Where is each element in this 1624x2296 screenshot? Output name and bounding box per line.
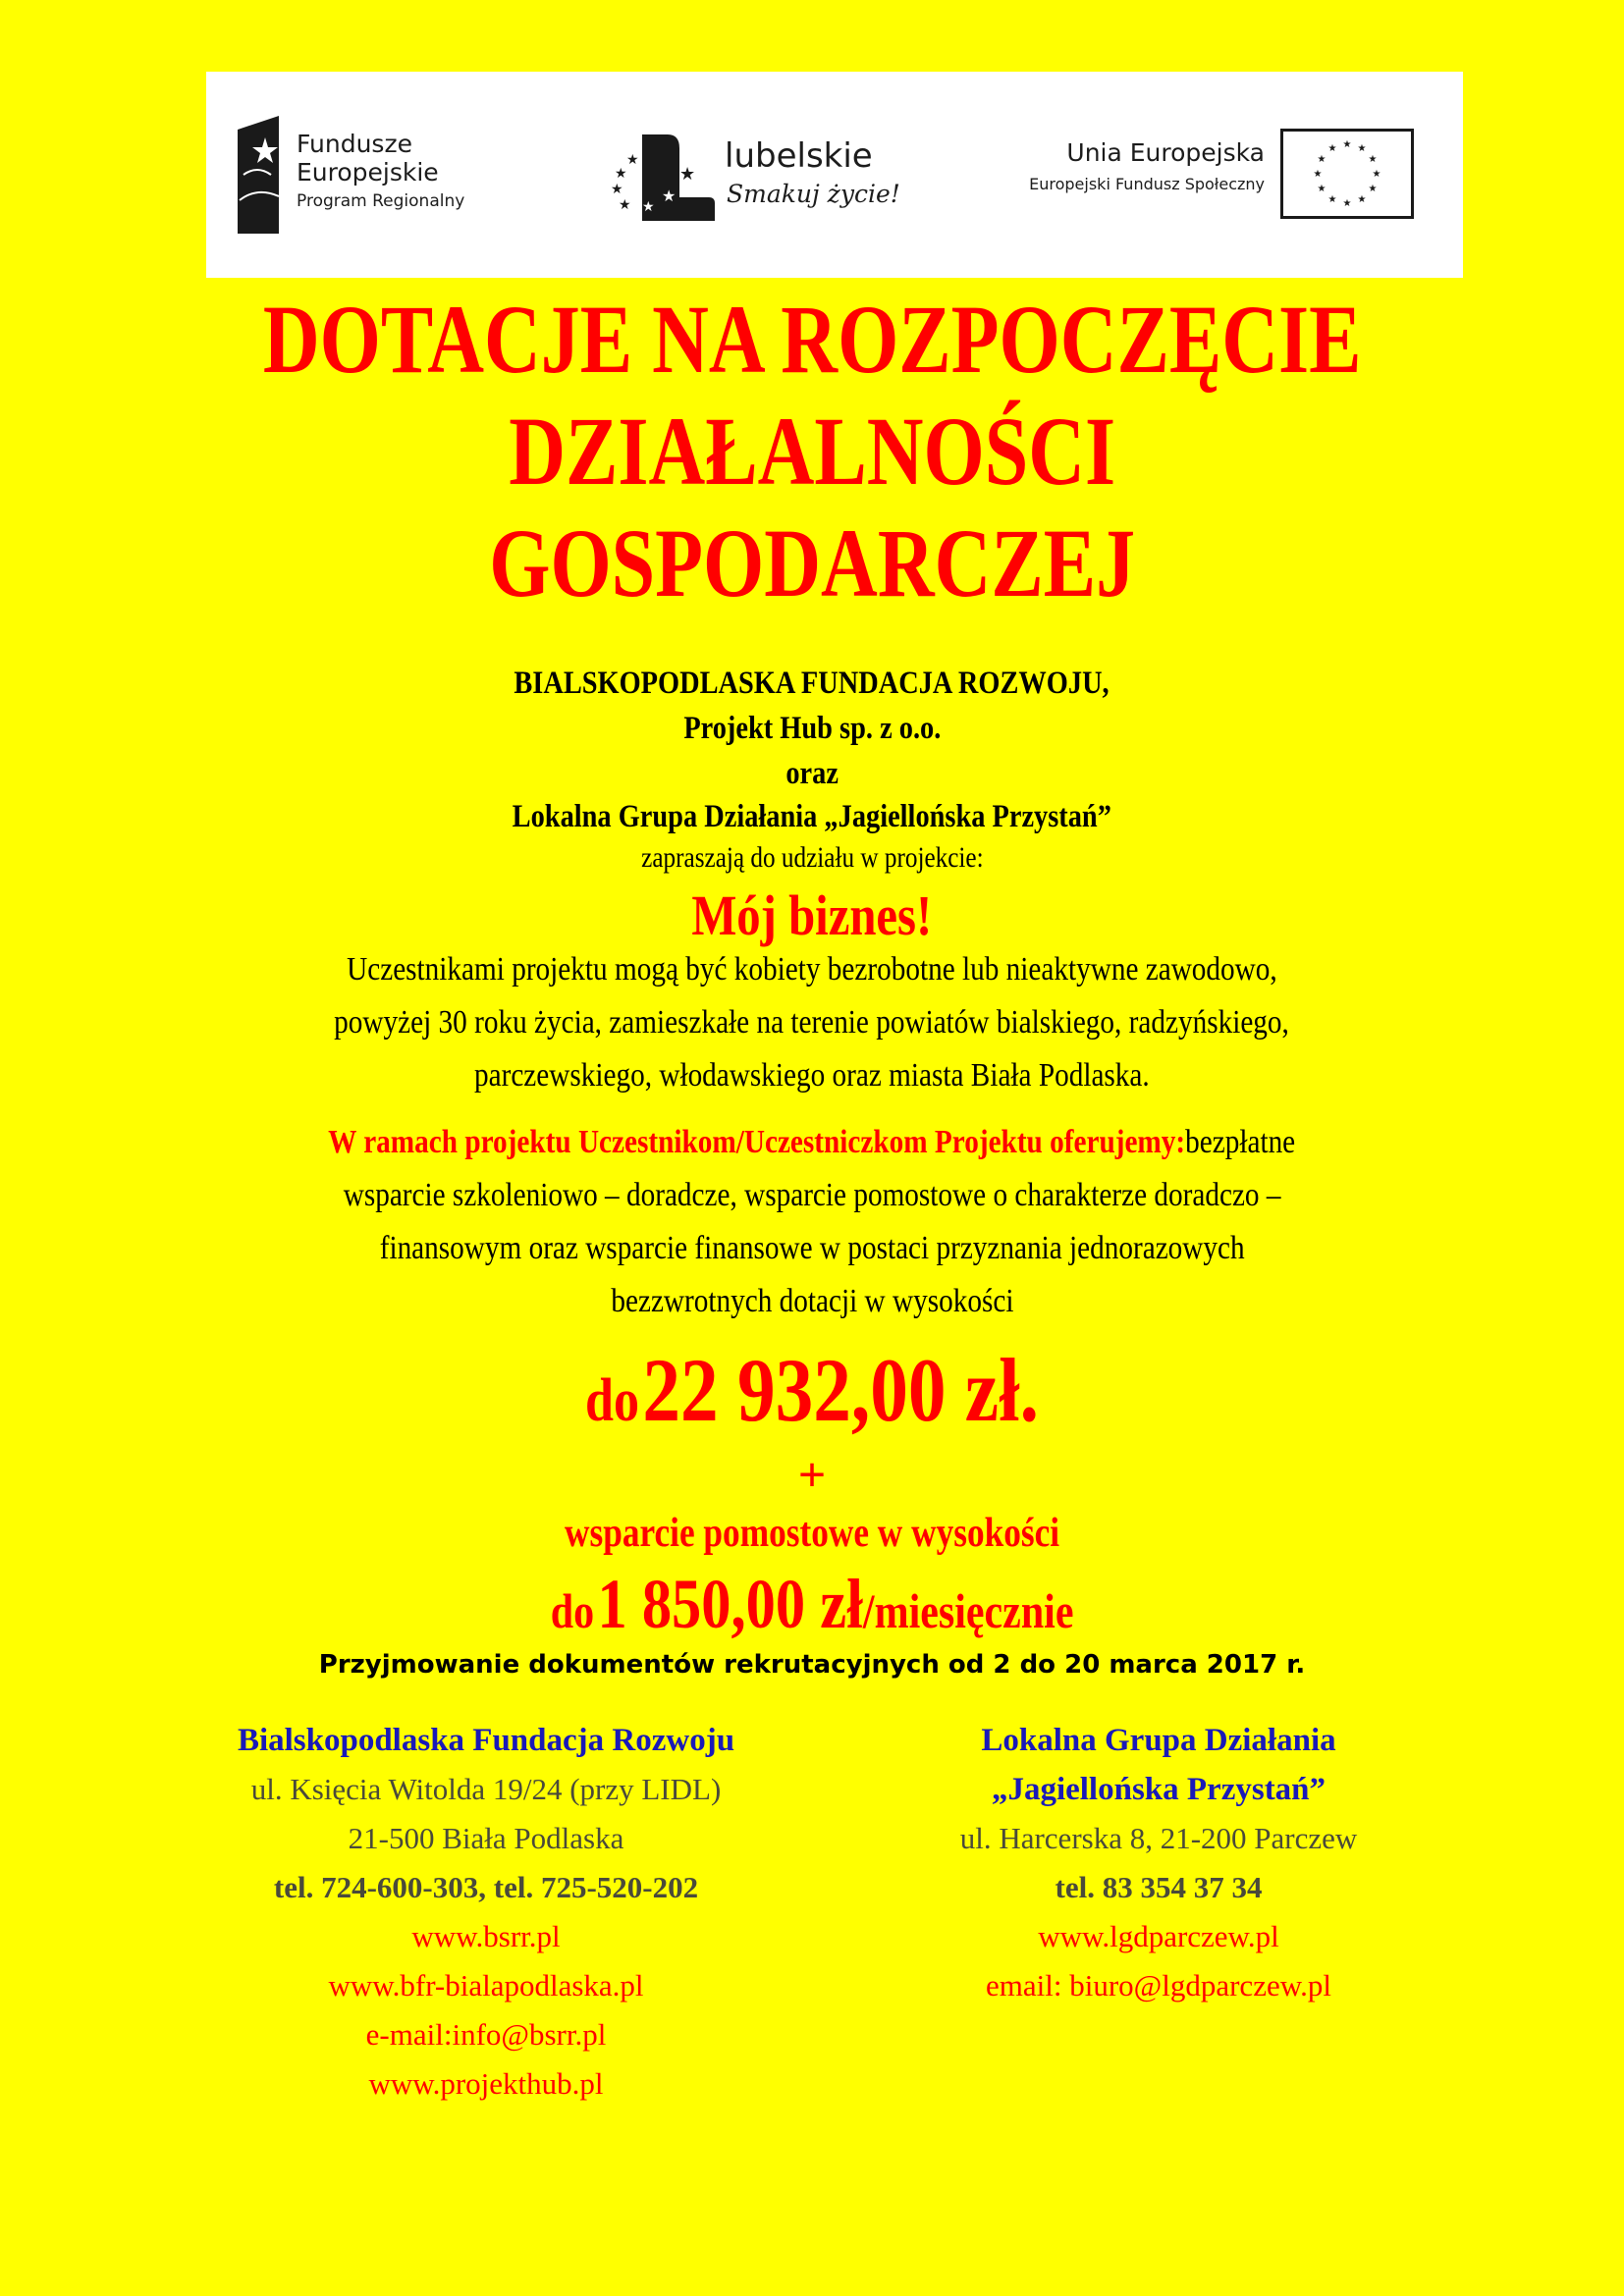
- eu-star-icon: ★: [1357, 194, 1367, 205]
- contact-bfr-phone: tel. 724-600-303, tel. 725-520-202: [273, 1870, 699, 1904]
- svg-text:★: ★: [626, 153, 639, 168]
- eu-star-icon: ★: [1342, 139, 1352, 150]
- grant-prefix: do: [585, 1367, 640, 1434]
- contact-bfr-link-bsrr[interactable]: www.bsrr.pl: [411, 1919, 561, 1953]
- contact-bfr-name: Bialskopodlaska Fundacja Rozwoju: [237, 1723, 735, 1758]
- organizer-2: Projekt Hub sp. z o.o.: [682, 711, 942, 746]
- contact-bfr-link-bfr[interactable]: www.bfr-bialapodlaska.pl: [328, 1968, 644, 2002]
- svg-text:★: ★: [679, 164, 696, 184]
- svg-text:★: ★: [611, 183, 623, 197]
- eu-star-icon: ★: [1327, 143, 1337, 154]
- contact-lgd-name1: Lokalna Grupa Działania: [981, 1723, 1336, 1758]
- eu-star-icon: ★: [1317, 154, 1326, 165]
- contact-bfr: [167, 1716, 805, 2109]
- contact-bfr-address1: ul. Księcia Witolda 19/24 (przy LIDL): [250, 1772, 722, 1806]
- contact-lgd-name2: „Jagiellońska Przystań”: [991, 1772, 1326, 1807]
- offer-line1: [0, 1121, 1624, 1164]
- eu-flag-icon: [1280, 129, 1414, 219]
- eu-star-icon: ★: [1317, 184, 1326, 194]
- logo-fundusze-europejskie: [238, 116, 522, 234]
- logo-lubelskie: [609, 131, 903, 229]
- title-line1: DOTACJE NA ROZPOCZĘCIE: [262, 285, 1362, 394]
- eu-star-icon: ★: [1368, 184, 1378, 194]
- eu-star-icon: ★: [1368, 154, 1378, 165]
- title-line2: DZIAŁALNOŚCI: [509, 397, 1115, 506]
- fundusze-line3: Program Regionalny: [297, 191, 465, 211]
- svg-text:★: ★: [615, 167, 627, 182]
- logo-unia-europejska: [972, 129, 1434, 227]
- svg-text:★: ★: [662, 188, 677, 205]
- eu-star-icon: ★: [1372, 169, 1381, 180]
- eu-star-icon: ★: [1327, 194, 1337, 205]
- offer-line1-rest: bezpłatne: [1185, 1124, 1296, 1160]
- svg-text:★: ★: [619, 198, 631, 213]
- contact-bfr-address2: 21-500 Biała Podlaska: [348, 1821, 624, 1855]
- contact-lgd-link-web[interactable]: www.lgdparczew.pl: [1038, 1919, 1279, 1953]
- project-name: Mój biznes!: [691, 883, 933, 947]
- bridge-amount: 1 850,00 zł: [597, 1565, 863, 1643]
- bridge-suffix: /miesięcznie: [862, 1583, 1074, 1638]
- eu-star-icon: ★: [1342, 198, 1352, 209]
- organizer-3: Lokalna Grupa Działania „Jagiellońska Przystań”: [512, 799, 1112, 834]
- eu-star-icon: ★: [1357, 143, 1367, 154]
- bridge-prefix: do: [550, 1583, 594, 1638]
- recruitment-deadline: Przyjmowanie dokumentów rekrutacyjnych od 2 do 20 marca 2017 r.: [318, 1650, 1306, 1680]
- offer-line3: finansowym oraz wsparcie finansowe w postaci przyznania jednorazowych: [379, 1230, 1245, 1266]
- contact-bfr-link-projekthub[interactable]: www.projekthub.pl: [368, 2066, 604, 2101]
- offer-line2: wsparcie szkoleniowo – doradcze, wsparcie pomostowe o charakterze doradczo –: [343, 1177, 1281, 1213]
- contact-lgd: [884, 1716, 1434, 2010]
- eligibility-line2: powyżej 30 roku życia, zamieszkałe na terenie powiatów bialskiego, radzyńskiego,: [334, 1004, 1290, 1041]
- contact-lgd-phone: tel. 83 354 37 34: [1055, 1870, 1263, 1904]
- offer-lead: W ramach projektu Uczestnikom/Uczestniczkom Projektu oferujemy:: [328, 1124, 1186, 1160]
- contact-bfr-email[interactable]: e-mail:info@bsrr.pl: [365, 2017, 607, 2052]
- offer-line4: bezzwrotnych dotacji w wysokości: [610, 1283, 1014, 1319]
- eligibility-line1: Uczestnikami projektu mogą być kobiety bezrobotne lub nieaktywne zawodowo,: [347, 951, 1277, 988]
- contact-lgd-address: ul. Harcerska 8, 21-200 Parczew: [959, 1821, 1358, 1855]
- ue-line1: Unia Europejska: [1066, 138, 1265, 167]
- plus-sign: +: [797, 1447, 827, 1502]
- fundusze-line2: Europejskie: [297, 158, 439, 187]
- organizer-1: BIALSKOPODLASKA FUNDACJA ROZWOJU,: [514, 666, 1110, 701]
- eligibility-line3: parczewskiego, włodawskiego oraz miasta Biała Podlaska.: [474, 1057, 1150, 1094]
- lubelskie-l-logo-icon: [609, 131, 717, 225]
- fundusze-line1: Fundusze: [297, 130, 412, 158]
- logo-band: [206, 72, 1463, 278]
- contact-lgd-email[interactable]: email: biuro@lgdparczew.pl: [986, 1968, 1331, 2002]
- grant-amount: 22 932,00 zł.: [642, 1340, 1039, 1440]
- svg-text:★: ★: [642, 200, 655, 215]
- invite-text: zapraszają do udziału w projekcie:: [640, 841, 984, 874]
- ue-line2: Europejski Fundusz Społeczny: [1029, 175, 1265, 193]
- title-line3: GOSPODARCZEJ: [489, 508, 1135, 617]
- lubelskie-slogan: Smakuj życie!: [727, 180, 900, 208]
- eu-star-icon: ★: [1313, 169, 1323, 180]
- bridge-label: wsparcie pomostowe w wysokości: [564, 1511, 1060, 1556]
- fundusze-europejskie-logo-icon: [238, 116, 279, 234]
- lubelskie-name: lubelskie: [725, 136, 873, 176]
- organizer-conjunction: oraz: [785, 756, 839, 791]
